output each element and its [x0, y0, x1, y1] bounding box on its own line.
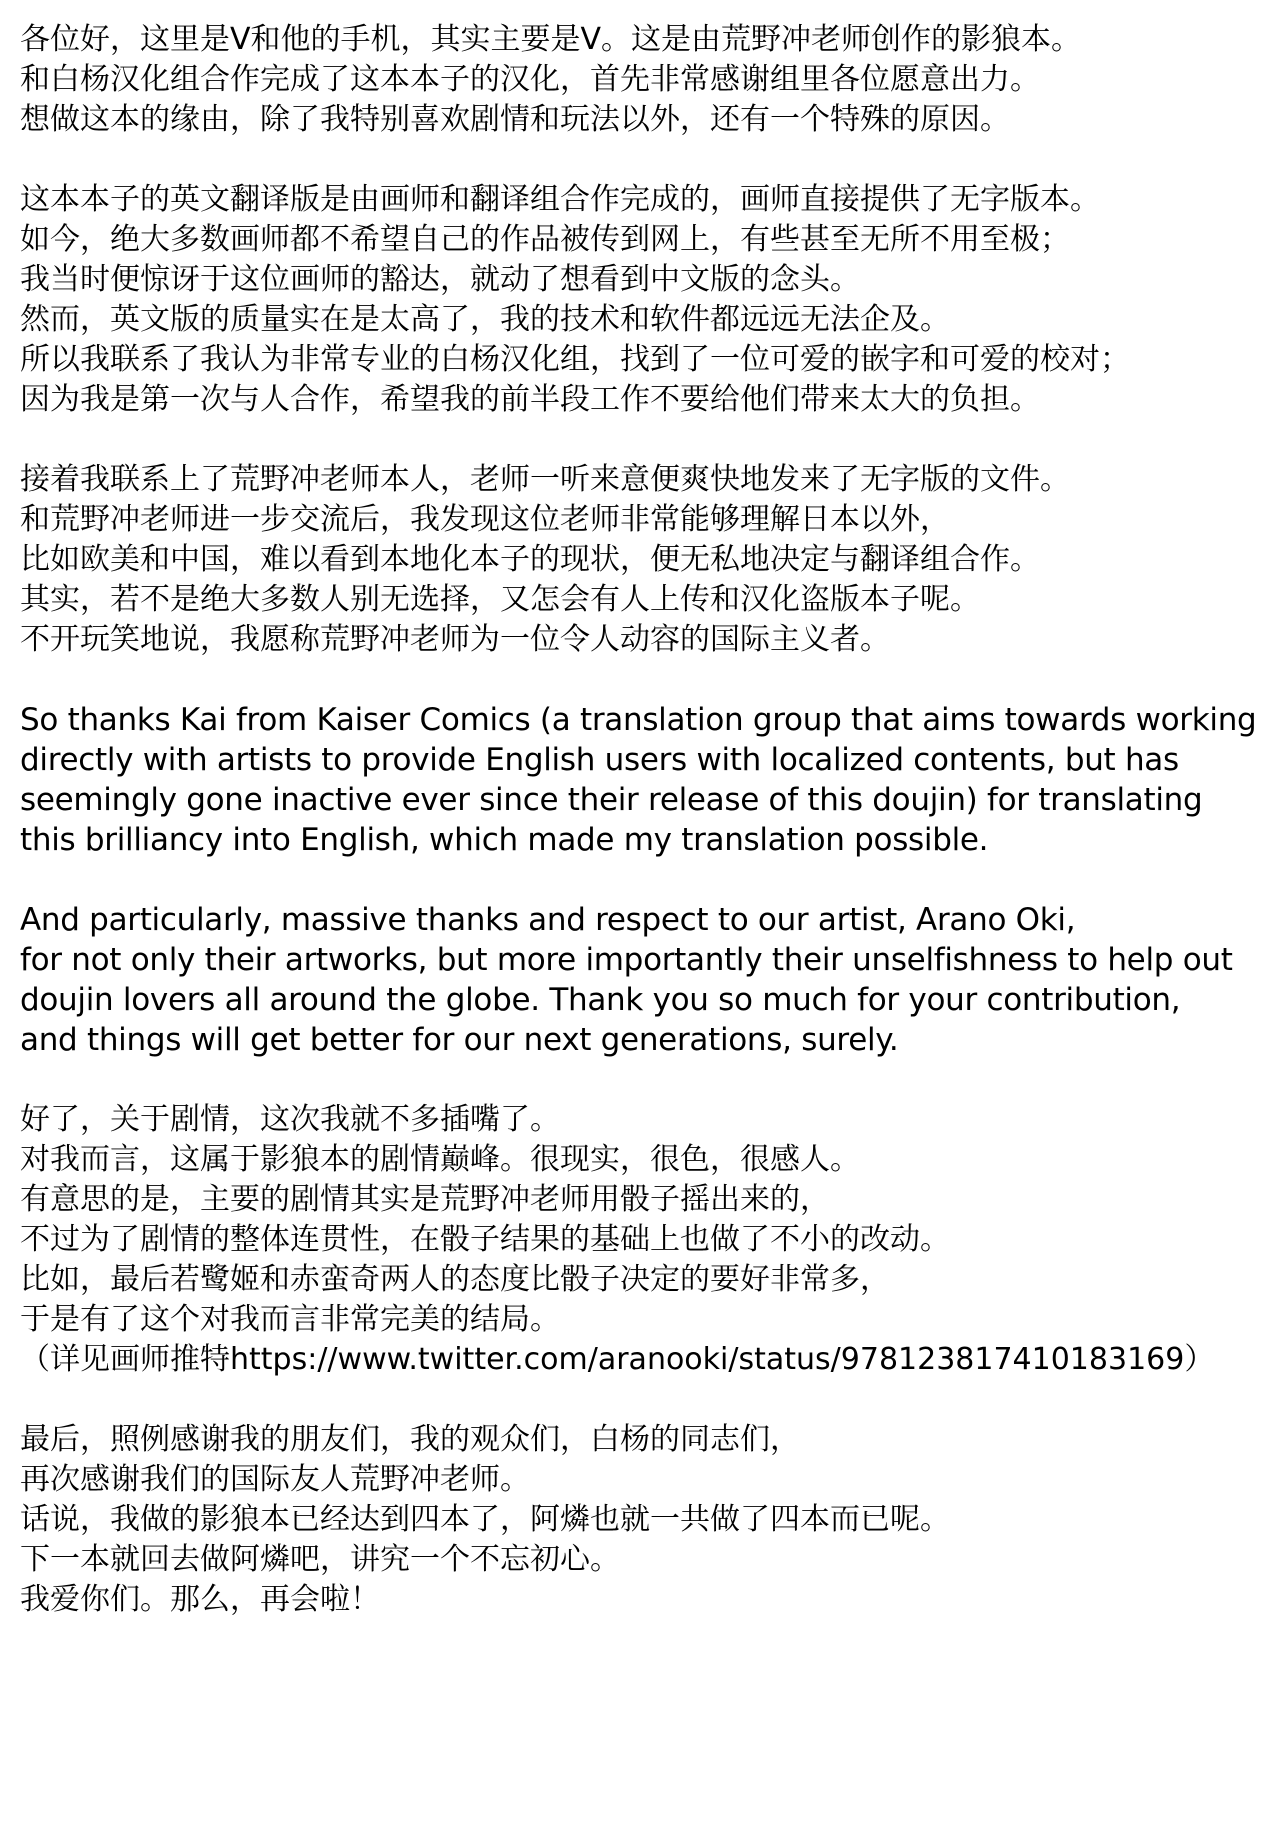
- text-line: 比如，最后若鹭姬和赤蛮奇两人的态度比骰子决定的要好非常多，: [20, 1262, 890, 1297]
- text-line: seemingly gone inactive ever since their release of this doujin) for translating: [20, 782, 1203, 818]
- text-line: 不开玩笑地说，我愿称荒野冲老师为一位令人动容的国际主义者。: [20, 622, 890, 657]
- text-line: 想做这本的缘由，除了我特别喜欢剧情和玩法以外，还有一个特殊的原因。: [20, 102, 1010, 137]
- text-line: 于是有了这个对我而言非常完美的结局。: [20, 1302, 560, 1337]
- text-line: 各位好，这里是V和他的手机，其实主要是V。这是由荒野冲老师创作的影狼本。: [20, 22, 1082, 57]
- text-line: 和荒野冲老师进一步交流后，我发现这位老师非常能够理解日本以外，: [20, 502, 950, 537]
- text-line: 话说，我做的影狼本已经达到四本了，阿燐也就一共做了四本而已呢。: [20, 1502, 950, 1537]
- story-paragraph: [20, 1100, 1280, 1380]
- text-line: 比如欧美和中国，难以看到本地化本子的现状，便无私地决定与翻译组合作。: [20, 542, 1040, 577]
- text-line: 不过为了剧情的整体连贯性，在骰子结果的基础上也做了不小的改动。: [20, 1222, 950, 1257]
- text-line: 有意思的是，主要的剧情其实是荒野冲老师用骰子摇出来的，: [20, 1182, 830, 1217]
- intro-paragraph: [20, 20, 1280, 140]
- text-line: 对我而言，这属于影狼本的剧情巅峰。很现实，很色，很感人。: [20, 1142, 860, 1177]
- text-line: 然而，英文版的质量实在是太高了，我的技术和软件都远远无法企及。: [20, 302, 950, 337]
- english-thanks-translator-paragraph: [20, 700, 1280, 860]
- text-line: And particularly, massive thanks and respect to our artist, Arano Oki,: [20, 902, 1076, 938]
- artist-contact-paragraph: [20, 460, 1280, 660]
- twitter-reference-line: （详见画师推特https://www.twitter.com/aranooki/status/978123817410183169）: [20, 1342, 1215, 1377]
- text-line: this brilliancy into English, which made my translation possible.: [20, 822, 989, 858]
- english-thanks-artist-paragraph: [20, 900, 1280, 1060]
- text-line: doujin lovers all around the globe. Thank you so much for your contribution,: [20, 982, 1181, 1018]
- text-line: 和白杨汉化组合作完成了这本本子的汉化，首先非常感谢组里各位愿意出力。: [20, 62, 1040, 97]
- text-line: 接着我联系上了荒野冲老师本人，老师一听来意便爽快地发来了无字版的文件。: [20, 462, 1070, 497]
- text-line: directly with artists to provide English users with localized contents, but has: [20, 742, 1179, 778]
- text-line: 最后，照例感谢我的朋友们，我的观众们，白杨的同志们，: [20, 1422, 800, 1457]
- text-line: So thanks Kai from Kaiser Comics (a translation group that aims towards working: [20, 702, 1257, 738]
- text-line: 如今，绝大多数画师都不希望自己的作品被传到网上，有些甚至无所不用至极；: [20, 222, 1070, 257]
- text-line: 这本本子的英文翻译版是由画师和翻译组合作完成的，画师直接提供了无字版本。: [20, 182, 1100, 217]
- text-line: 因为我是第一次与人合作，希望我的前半段工作不要给他们带来太大的负担。: [20, 382, 1040, 417]
- text-line: and things will get better for our next generations, surely.: [20, 1022, 899, 1058]
- text-line: 我当时便惊讶于这位画师的豁达，就动了想看到中文版的念头。: [20, 262, 860, 297]
- text-line: 好了，关于剧情，这次我就不多插嘴了。: [20, 1102, 560, 1137]
- reason-paragraph: [20, 180, 1280, 420]
- text-line: 我爱你们。那么，再会啦！: [20, 1582, 380, 1617]
- closing-paragraph: [20, 1420, 1280, 1620]
- text-line: for not only their artworks, but more importantly their unselfishness to help out: [20, 942, 1233, 978]
- text-line: 再次感谢我们的国际友人荒野冲老师。: [20, 1462, 530, 1497]
- text-line: 其实，若不是绝大多数人别无选择，又怎会有人上传和汉化盗版本子呢。: [20, 582, 980, 617]
- text-line: 所以我联系了我认为非常专业的白杨汉化组，找到了一位可爱的嵌字和可爱的校对；: [20, 342, 1130, 377]
- text-line: 下一本就回去做阿燐吧，讲究一个不忘初心。: [20, 1542, 620, 1577]
